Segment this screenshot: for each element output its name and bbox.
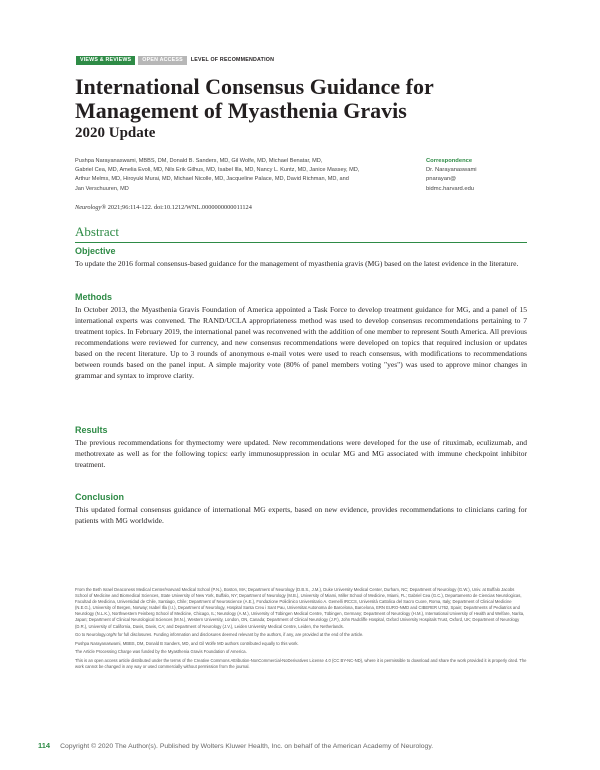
license-footnote: This is an open access article distributed under the terms of the Creative Commons Attribution-NonCommercial-NoDerivatives License 4.0 (CC BY-NC-ND), where it is permissible to download and share the work provided it is properly cited. The work cannot be changed in any way or used commercially without permission from the journal.: [75, 657, 527, 670]
abstract-heading: Abstract: [75, 224, 120, 239]
methods-text: In October 2013, the Myasthenia Gravis Foundation of America appointed a Task Force to develop treatment guidance for MG, and a panel of 15 international experts was convened. The RAND/UCLA appropriateness method was used to develop consensus recommendations pertaining to 7 treatment topics. In February 2019, the international panel was reconvened with the addition of one member to represent South America. All previous recommendations were reviewed for currency, and new consensus recommendations were developed on topics that required inclusion or updates based on the recent literature. Up to 3 rounds of anonymous e-mail votes were used to reach consensus, with modifications to recommendations between rounds based on the panel input. A simple majority vote (80% of panel members voting "yes") was used to approve minor changes in grammar and syntax to improve clarity.: [75, 305, 527, 380]
copyright-line: Copyright © 2020 The Author(s). Published by Wolters Kluwer Health, Inc. on behalf of the American Academy of Neurology.: [60, 743, 434, 750]
objective-text: To update the 2016 formal consensus-based guidance for the management of myasthenia gravis (MG) based on the latest evidence in the literature.: [75, 259, 519, 268]
results-heading: Results: [75, 425, 108, 435]
page-number: 114: [38, 741, 51, 750]
objective-section: [75, 246, 527, 269]
views-reviews-tag: VIEWS & REVIEWS: [76, 56, 135, 65]
methods-section: [75, 292, 527, 381]
correspondence-name: Dr. Narayanaswami: [426, 167, 477, 174]
citation: [75, 204, 252, 211]
citation-details: ® 2021;96:114-122. doi:10.1212/WNL.0000000000011124: [101, 204, 252, 211]
article-title: International Consensus Guidance for Management of Myasthenia Gravis: [75, 74, 434, 123]
conclusion-heading: Conclusion: [75, 492, 124, 502]
results-section: [75, 425, 527, 470]
journal-name: Neurology: [75, 204, 102, 211]
abstract-divider: [75, 242, 527, 243]
correspondence-email-line1[interactable]: pnarayan@: [426, 176, 457, 183]
page-footer: [38, 741, 433, 750]
author-line: Gabriel Cea, MD, Amelia Evoli, MD, Nils Erik Gilhus, MD, Isabel Illa, MD, Nancy L. Kuntz, MD, Janice Massey, MD,: [75, 167, 360, 174]
footnotes: [75, 587, 527, 673]
author-line: Pushpa Narayanaswami, MBBS, DM, Donald B. Sanders, MD, Gil Wolfe, MD, Michael Benatar, MD,: [75, 158, 323, 164]
open-access-tag: OPEN ACCESS: [138, 56, 187, 65]
correspondence-heading: Correspondence: [426, 158, 473, 164]
conclusion-section: [75, 492, 527, 526]
correspondence-block: [426, 157, 536, 194]
article-subtitle: 2020 Update: [75, 125, 156, 141]
author-line: Jan Verschuuren, MD: [75, 185, 129, 192]
author-list: [75, 157, 420, 194]
disclosures-footnote: Go to Neurology.org/N for full disclosures. Funding information and disclosures deemed relevant by the authors, if any, are provided at the end of the article.: [75, 632, 364, 638]
funding-footnote: The Article Processing Charge was funded by the Myasthenia Gravis Foundation of America.: [75, 649, 247, 655]
article-type-tags: [76, 56, 278, 65]
equal-contribution-footnote: Pushpa Narayanaswami, MBBS, DM, Donald B Sanders, MD, and Gil Wolfe MD authors contributed equally to this work.: [75, 640, 299, 646]
correspondence-email-line2[interactable]: bidmc.harvard.edu: [426, 185, 475, 192]
objective-heading: Objective: [75, 246, 116, 256]
conclusion-text: This updated formal consensus guidance of international MG experts, based on new evidence, provides recommendations to clinicians caring for patients with MG worldwide.: [75, 505, 527, 525]
level-of-recommendation-tag: LEVEL OF RECOMMENDATION: [190, 57, 275, 63]
methods-heading: Methods: [75, 292, 112, 302]
results-text: The previous recommendations for thymectomy were updated. New recommendations were developed for the use of rituximab, eculizumab, and methotrexate as well as for the following topics: early immunosuppression in ocular MG and MG associated with immune checkpoint inhibitor treatment.: [75, 438, 527, 469]
affiliations-footnote: From the Beth Israel Deaconess Medical Center/Harvard Medical School (P.N.), Boston, MA; Department of Neurology (D.B.S., J.M.), Duke University Medical Center, Durham, NC; Department of Neurology (G.W.), Univ. at Buffalo Jacobs School of Medicine and Biomedical Sciences, State University of New York, Buffalo, NY; Department of Neurology (M.B.), University of Miami, Miller School of Medicine, Miami, FL; Gabriel Cea (G.C.), Departamento de Ciencias Neurologicas, Facultad de Medicina, Universidad de Chile, Santiago, Chile; Department of Neuroscience (A.E.), Fondazione Policlinico Universitario A. Gemelli IRCCS, Università Cattolica del Sacro Cuore, Roma, Italy; Department of Clinical Medicine (N.E.G.), University of Bergen, Norway; Isabel Illa (I.I.), Department of Neurology, Hospital Santa Creu i Sant Pau, Universitat Autonoma de Barcelona, Barcelona, ERN EURO-NMD and CIBERER U762, Spain; Departments of Pediatrics and Neurology (N.L.K.), Northwestern Feinberg School of Medicine, Chicago, IL; Neurology (A.M.), University of Tübingen Medical Centre, Tübingen, Germany; Department of Neurology (H.M.), International University of Health and Welfare, Narita, Japan; Department of Clinical Neurological Sciences (M.N.), Western University, London, ON, Canada; Department of Clinical Neurology (J.P.), John Radcliffe Hospital, Oxford University Hospitals Trust, Oxford, UK; Department of Neurology (D.R.), University of California, Davis, Davis, CA; and Department of Neurology (J.V.), Leiden University Medical Centre, Leiden, the Netherlands.: [75, 587, 525, 629]
author-line: Arthur Melms, MD, Hiroyuki Murai, MD, Michael Nicolle, MD, Jacqueline Palace, MD, David Richman, MD, and: [75, 176, 349, 183]
